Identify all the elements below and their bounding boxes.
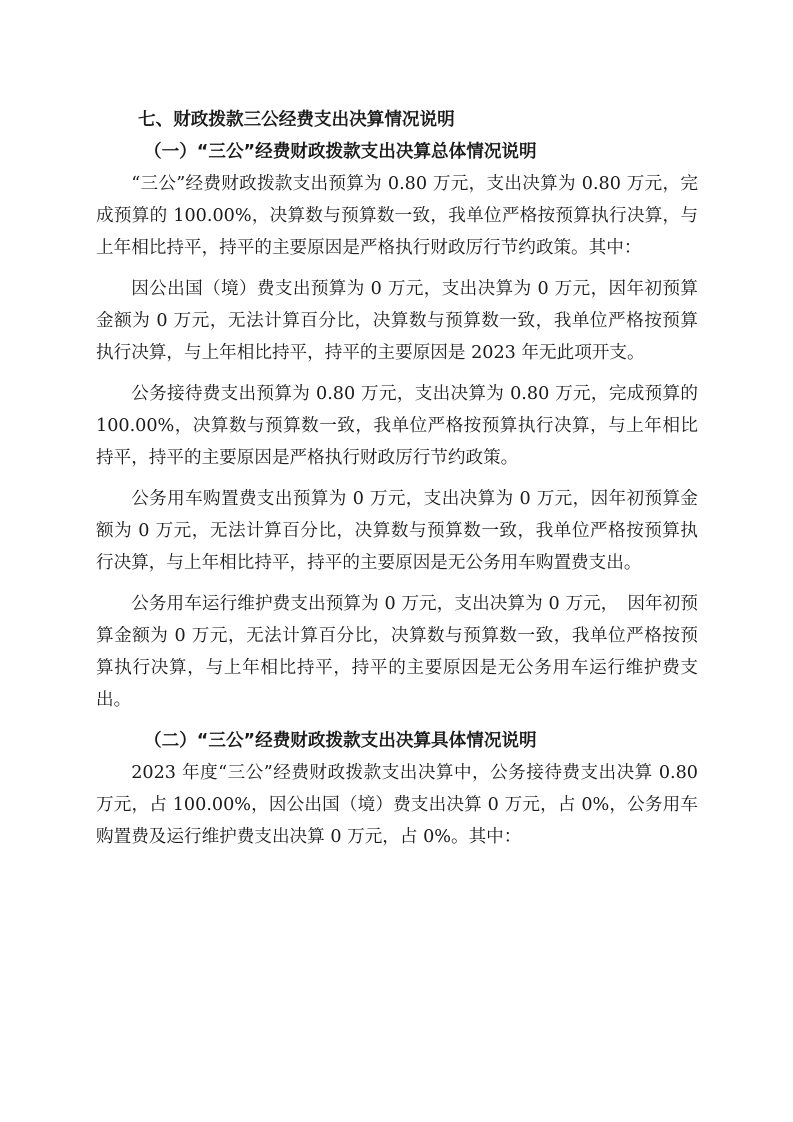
paragraph-vehicle-operation: 公务用车运行维护费支出预算为 0 万元，支出决算为 0 万元， 因年初预算金额为 0 万元，无法计算百分比，决算数与预算数一致，我单位严格按预算执行决算，与上年相比持平，持平的主要原因是无公务用车运行维护费支出。 bbox=[96, 594, 698, 710]
paragraph-overseas-travel: 因公出国（境）费支出预算为 0 万元，支出决算为 0 万元，因年初预算金额为 0 万元，无法计算百分比，决算数与预算数一致，我单位严格按预算执行决算，与上年相比持平，持平的主要原因是 2023 年无此项开支。 bbox=[96, 279, 698, 363]
subsection-2-title: （二）“三公”经费财政拨款支出决算具体情况说明 bbox=[144, 731, 537, 751]
paragraph-total-overview: “三公”经费财政拨款支出预算为 0.80 万元，支出决算为 0.80 万元，完成预算的 100.00%，决算数与预算数一致，我单位严格按预算执行决算，与上年相比持平，持平的主要原因是严格执行财政厉行节约政策。其中： bbox=[96, 174, 698, 258]
section-title: 七、财政拨款三公经费支出决算情况说明 bbox=[138, 110, 455, 130]
paragraph-reception: 公务接待费支出预算为 0.80 万元，支出决算为 0.80 万元，完成预算的 100.00%，决算数与预算数一致，我单位严格按预算执行决算，与上年相比持平，持平的主要原因是严格执行财政厉行节约政策。 bbox=[96, 384, 698, 468]
document-body bbox=[96, 104, 698, 862]
paragraph-specific-details: 2023 年度“三公”经费财政拨款支出决算中，公务接待费支出决算 0.80 万元，占 100.00%，因公出国（境）费支出决算 0 万元，占 0%，公务用车购置费及运行维护费支出决算 0 万元，占 0%。其中： bbox=[96, 763, 698, 847]
paragraph-vehicle-purchase: 公务用车购置费支出预算为 0 万元，支出决算为 0 万元，因年初预算金额为 0 万元，无法计算百分比，决算数与预算数一致，我单位严格按预算执行决算，与上年相比持平，持平的主要原因是无公务用车购置费支出。 bbox=[96, 489, 698, 573]
subsection-1-title: （一）“三公”经费财政拨款支出决算总体情况说明 bbox=[144, 142, 537, 162]
